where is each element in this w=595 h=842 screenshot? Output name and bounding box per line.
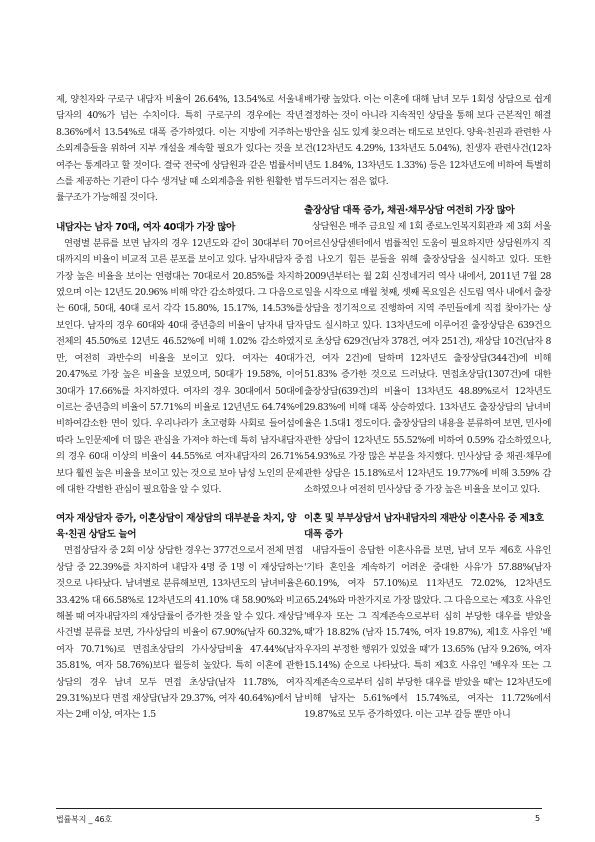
left-column — [56, 92, 303, 724]
paragraph: 면접상담자 중 2회 이상 상담한 경우는 377건으로서 전체 면접상담 중 22.39%를 차지하여 내담자 4명 중 1명 이 재상담하는 것으로 나타났다. 남녀별로 분류해보면, 13차년도의 남녀비율은 33.42% 대 66.58%로 12차년도의 41.10% 대 58.90%와 비교해볼 때 여자내담자의 재상담률이 증가한 것을 알 수 있다. 재상담 사건별 분류를 보면, 가사상담의 비율이 67.90%(남자 60.32%, 여자 70.71%)로 면접초상담의 가사상담비율 47.44%(남자 35.81%, 여자 58.76%)보다 월등히 높았다. 특히 이혼에 관한 상담의 경우 남녀 모두 면접 초상담(남자 11.78%, 여자 29.31%)보다 면접 재상담(남자 29.37%, 여자 40.64%)에서 남자는 2배 이상, 여자는 1.5 — [56, 545, 303, 721]
paragraph: 제, 양친자와 구로구 내담자 비율이 26.64%, 13.54%로 서울내담자의 40%가 넘는 수치이다. 특히 구로구의 경우에는 작년 8.36%에서 13.54%로 대폭 증가하였다. 이는 지방에 거주하는 소외계층들을 위하여 지부 개설을 계속할 필요가 있다는 것을 보여주는 통계라고 할 것이다. 결국 전국에 상담원과 같은 법률서비스를 제공하는 기관이 다수 생겨날 때 소외계층을 위한 원활한 법률구조가 가능해질 것이다. — [56, 94, 303, 204]
paragraph: 내담자들이 응답한 이혼사유를 보면, 남녀 모두 제6호 사유인 '기타 혼인을 계속하기 어려운 중대한 사유'가 57.88%(남자60.19%, 여자 57.10%)로 11차년도 72.02%, 12차년도 65.24%와 마찬가지로 가장 많았다. 그 다음으로는 제3호 사유인 '배우자 또는 그 직계존속으로부터 심히 부당한 대우를 받았을 때'가 18.82% (남자 15.74%, 여자 19.87%), 제1호 사유인 '배우자의 부정한 행위가 있었을 때'가 13.65% (남자 9.26%, 여자 15.14%) 순으로 나타났다. 특히 제3호 사유인 '배우자 또는 그 직계존속으로부터 심히 부당한 대우를 받았을 때'는 12차년도에 비해 남자는 5.61%에서 15.74%로, 여자는 11.72%에서 19.87%로 모두 증가하였다. 이는 고부 갈등 뿐만 아니 — [304, 545, 551, 721]
section-heading: 여자 재상담자 증가, 이혼상담이 재상담의 대부분을 차지, 양육·친권 상담도 늘어 — [56, 513, 296, 541]
paragraph: 배가량 높았다. 이는 이혼에 대해 남녀 모두 1회성 상담으로 쉽게 결정하는 것이 아니라 지속적인 상담을 통해 보다 근본적인 해결방안을 심도 있게 찾으려는 태도로 보인다. 양육·친권과 관련한 사건(12차년도 4.29%, 13차년도 5.04%), 친생자 관련사건(12차년도 1.84%, 13차년도 1.33%) 등은 12차년도에 비하여 특별히 두드러지는 점은 없다. — [304, 94, 551, 188]
right-column — [304, 92, 551, 724]
footer-publication: 법률복지 _ 46호 — [56, 815, 112, 824]
paragraph: 연령별 분류를 보면 남자의 경우 12년도와 같이 30대부터 70대까지의 비율이 비교적 고른 분포를 보이고 있다. 남자내담자 중 가장 높은 비율을 보이는 연령대는 70대로서 20.85%를 차지하였으며 이는 12년도 20.96% 비해 약간 감소하였다. 그 다음으로는 60대, 50대, 40대 로서 각각 15.80%, 15.17%, 14.53%를 보인다. 남자의 경우 60대와 40대 중년층의 비율이 남자내 담자 전체의 45.50%로 12년도 46.52%에 비해 1.02% 감소하였지만, 여전히 과반수의 비율을 보이고 있다. 여자는 40대가 20.47%로 가장 높은 비율을 보였으며, 50대가 19.58%, 이어 30대가 17.66%를 차지하였다. 여자의 경우 30대에서 50대에 이르는 중년층의 비율이 57.71%의 비율로 12년년도 64.74%에 비하여감소한 면이 있다. 우리나라가 초고령화 사회로 들어섬에 따라 노인문제에 더 많은 관심을 가져야 하는데 특히 남자내담자의 경우 60대 이상의 비율이 44.55%로 여자내담자의 26.71%보다 훨씬 높은 비율을 보이고 있는 것으로 보아 남성 노인의 문제에 대한 각별한 관심이 필요함을 알 수 있다. — [56, 237, 303, 495]
paragraph: 상담원은 매주 금요일 제 1회 종로노인복지회관과 제 3회 서울어르신상담센터에서 법률적인 도움이 필요하지만 상담원까지 직접 나오기 힘든 분들을 위해 출장상담을 실시하고 있다. 또한 2009년부터는 월 2회 신정네거리 역사 내에서, 2011년 7월 28일을 시작으로 매월 첫째, 셋째 목요일은 신도림 역사 내에서 출장상담을 정기적으로 진행하여 지역 주민들에게 직접 찾아가는 상담도 실시하고 있다. 13차년도에 이루어진 출장상담은 639건으로 초상담 629건(남자 378건, 여자 251건), 재상담 10건(남자 8건, 여자 2건)에 달하며 12차년도 출장상담(344건)에 비해 51.83% 증가한 것으로 드러났다. 면접초상담(1307건)에 대한 출장상담(639건)의 비율이 13차년도 48.89%로서 12차년도 29.83%에 비해 대폭 상승하였다. 13차년도 출장상담의 남녀비율은 1.5대1 정도이다. 출장상담의 내용을 분류하여 보면, 민사에 관한 상담이 12차년도 55.52%에 비하여 0.59% 감소하였으나, 54.93%로 가장 많은 부분을 차지했다. 민사상담 중 채권·채무에 관한 상담은 15.18%로서 12차년도 19.77%에 비해 3.59% 감소하였으나 여전히 민사상담 중 가장 높은 비율을 보이고 있다. — [304, 221, 551, 495]
section-heading: 출장상담 대폭 증가, 채권·채무상담 여전히 가장 많아 — [304, 205, 515, 217]
page-number: 5 — [535, 814, 541, 823]
section-heading: 이혼 및 부부상담서 남자내담자의 재판상 이혼사유 중 제3호 대폭 증가 — [304, 513, 544, 541]
section-heading: 내담자는 남자 70대, 여자 40대가 가장 많아 — [56, 221, 235, 233]
footer-rule — [56, 808, 542, 809]
